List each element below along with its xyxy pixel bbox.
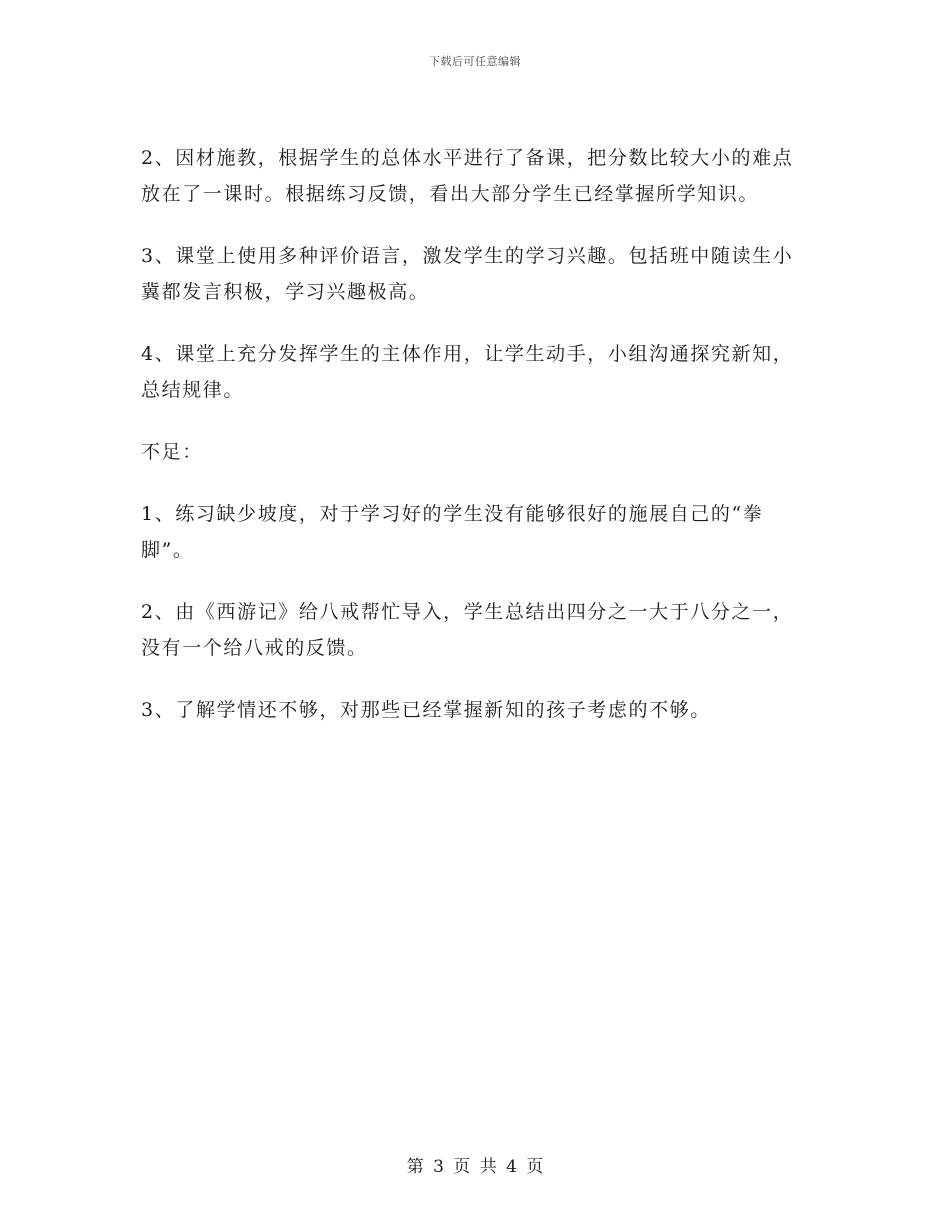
paragraph-teaching-by-level: 2、因材施教，根据学生的总体水平进行了备课，把分数比较大小的难点放在了一课时。根据练习反馈，看出大部分学生已经掌握所学知识。 xyxy=(141,147,794,205)
page-footer-page-number: 第 3 页 共 4 页 xyxy=(406,1157,544,1177)
paragraph-journey-west-intro: 2、由《西游记》给八戒帮忙导入，学生总结出四分之一大于八分之一，没有一个给八戒的反馈。 xyxy=(141,601,794,659)
paragraph-student-centered: 4、课堂上充分发挥学生的主体作用，让学生动手，小组沟通探究新知，总结规律。 xyxy=(141,343,794,401)
paragraph-student-understanding: 3、了解学情还不够，对那些已经掌握新知的孩子考虑的不够。 xyxy=(141,699,711,721)
paragraph-exercise-gradient: 1、练习缺少坡度，对于学习好的学生没有能够很好的施展自己的“拳脚”。 xyxy=(141,503,764,561)
document-body xyxy=(141,140,811,754)
page-header: 下载后可任意编辑 xyxy=(429,55,521,68)
section-heading-shortcomings: 不足： xyxy=(141,441,203,463)
paragraph-evaluation-language: 3、课堂上使用多种评价语言，激发学生的学习兴趣。包括班中随读生小冀都发言积极，学习兴趣极高。 xyxy=(141,245,794,303)
